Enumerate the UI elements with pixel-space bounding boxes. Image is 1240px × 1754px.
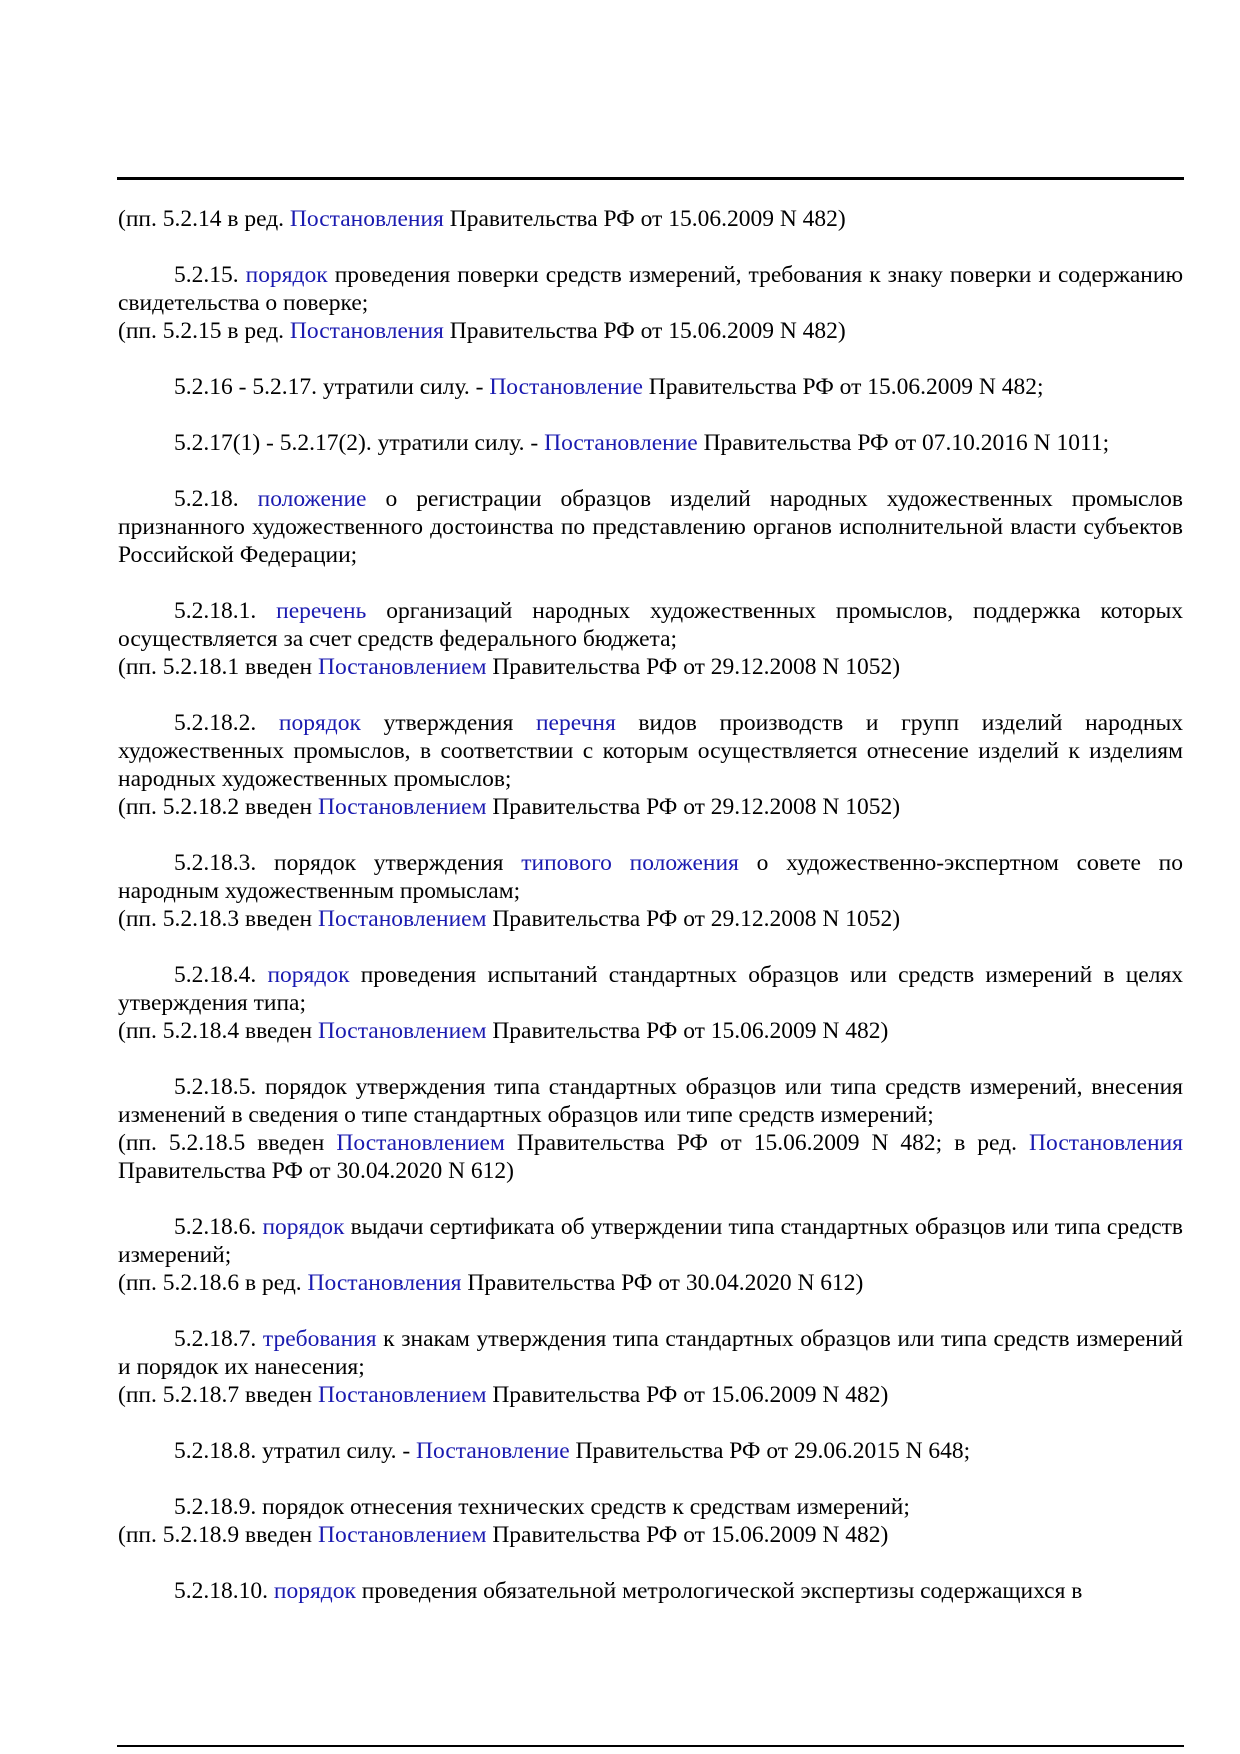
clause-block bbox=[118, 1577, 1183, 1605]
clause-block bbox=[118, 1437, 1183, 1465]
text-run: видов производств и групп изделий народных художественных промыслов, в соответствии с которым осуществляется отнесение изделий к изделиям народных художественных промыслов; bbox=[118, 710, 1183, 792]
document-link[interactable]: требования bbox=[262, 1326, 377, 1352]
document-link[interactable]: порядок bbox=[262, 1214, 345, 1240]
clause-block bbox=[118, 597, 1183, 681]
amendment-note bbox=[118, 793, 1183, 821]
text-run: Правительства РФ от 29.12.2008 N 1052) bbox=[486, 906, 901, 932]
document-link[interactable]: Постановления bbox=[1029, 1130, 1183, 1156]
amendment-note bbox=[118, 317, 1183, 345]
clause-block bbox=[118, 485, 1183, 569]
text-run: (пп. 5.2.18.3 введен bbox=[118, 906, 318, 932]
text-run: Правительства РФ от 30.04.2020 N 612) bbox=[118, 1158, 515, 1184]
document-link[interactable]: Постановлением bbox=[336, 1130, 505, 1156]
document-body bbox=[118, 205, 1183, 1633]
clause-block bbox=[118, 709, 1183, 821]
text-run: Правительства РФ от 15.06.2009 N 482) bbox=[486, 1018, 889, 1044]
clause-paragraph bbox=[118, 1437, 1183, 1465]
document-link[interactable]: перечня bbox=[535, 710, 616, 736]
document-link[interactable]: порядок bbox=[278, 710, 361, 736]
document-link[interactable]: Постановление bbox=[544, 430, 698, 456]
text-run: 5.2.18.7. bbox=[174, 1326, 263, 1352]
text-run: 5.2.18.1. bbox=[174, 598, 277, 624]
clause-paragraph bbox=[118, 709, 1183, 793]
text-run: 5.2.18.2. bbox=[174, 710, 279, 736]
text-run: 5.2.18.8. утратил силу. - bbox=[174, 1438, 417, 1464]
text-run: 5.2.18. bbox=[174, 486, 258, 512]
document-link[interactable]: Постановление bbox=[416, 1438, 570, 1464]
clause-block bbox=[118, 1493, 1183, 1549]
text-run: (пп. 5.2.18.1 введен bbox=[118, 654, 318, 680]
document-link[interactable]: Постановлением bbox=[318, 1382, 487, 1408]
document-link[interactable]: Постановления bbox=[289, 206, 444, 232]
text-run: проведения поверки средств измерений, требования к знаку поверки и содержанию свидетельства о поверке; bbox=[118, 262, 1183, 316]
text-run: выдачи сертификата об утверждении типа стандартных образцов или типа средств измерений; bbox=[118, 1214, 1183, 1268]
document-link[interactable]: положение bbox=[257, 486, 367, 512]
text-run: о регистрации образцов изделий народных художественных промыслов признанного художественного достоинства по представлению органов исполнительной власти субъектов Российской Федерации; bbox=[118, 486, 1184, 568]
document-link[interactable]: Постановлением bbox=[318, 794, 487, 820]
text-run: о художественно-экспертном совете по народным художественным промыслам; bbox=[118, 850, 1184, 904]
footer-rule bbox=[117, 1745, 1184, 1747]
text-run: 5.2.17(1) - 5.2.17(2). утратили силу. - bbox=[174, 430, 545, 456]
text-run: Правительства РФ от 29.06.2015 N 648; bbox=[569, 1438, 971, 1464]
document-link[interactable]: Постановления bbox=[289, 318, 444, 344]
clause-block bbox=[118, 1213, 1183, 1297]
text-run: 5.2.18.6. bbox=[174, 1214, 263, 1240]
text-run: организаций народных художественных промыслов, поддержка которых осуществляется за счет средств федерального бюджета; bbox=[118, 598, 1184, 652]
clause-paragraph bbox=[118, 261, 1183, 317]
document-link[interactable]: Постановлением bbox=[318, 1522, 487, 1548]
text-run: 5.2.18.9. порядок отнесения технических средств к средствам измерений; bbox=[174, 1494, 910, 1520]
text-run: (пп. 5.2.14 в ред. bbox=[118, 206, 290, 232]
clause-paragraph bbox=[118, 1493, 1183, 1521]
document-link[interactable]: перечень bbox=[276, 598, 367, 624]
document-link[interactable]: порядок bbox=[245, 262, 328, 288]
amendment-note bbox=[118, 653, 1183, 681]
clause-paragraph bbox=[118, 597, 1183, 653]
header-rule bbox=[117, 177, 1184, 180]
text-run: 5.2.18.10. bbox=[174, 1578, 274, 1604]
text-run: 5.2.16 - 5.2.17. утратили силу. - bbox=[174, 374, 490, 400]
text-run: (пп. 5.2.18.9 введен bbox=[118, 1522, 318, 1548]
clause-paragraph bbox=[118, 485, 1183, 569]
amendment-note bbox=[118, 205, 1183, 233]
clause-paragraph bbox=[118, 429, 1183, 457]
text-run: Правительства РФ от 29.12.2008 N 1052) bbox=[486, 794, 901, 820]
amendment-note bbox=[118, 1017, 1183, 1045]
text-run: (пп. 5.2.15 в ред. bbox=[118, 318, 290, 344]
text-run: (пп. 5.2.18.5 введен bbox=[118, 1130, 337, 1156]
clause-block bbox=[118, 1325, 1183, 1409]
text-run: (пп. 5.2.18.6 в ред. bbox=[118, 1270, 308, 1296]
clause-block bbox=[118, 849, 1183, 933]
text-run: Правительства РФ от 15.06.2009 N 482) bbox=[443, 318, 846, 344]
text-run: 5.2.18.4. bbox=[174, 962, 268, 988]
amendment-note bbox=[118, 1381, 1183, 1409]
text-run: Правительства РФ от 15.06.2009 N 482; в ред. bbox=[504, 1130, 1030, 1156]
document-link[interactable]: порядок bbox=[273, 1578, 356, 1604]
document-link[interactable]: порядок bbox=[267, 962, 350, 988]
text-run: Правительства РФ от 15.06.2009 N 482) bbox=[443, 206, 846, 232]
amendment-note bbox=[118, 1521, 1183, 1549]
clause-paragraph bbox=[118, 849, 1183, 905]
amendment-note bbox=[118, 905, 1183, 933]
clause-block bbox=[118, 961, 1183, 1045]
text-run: (пп. 5.2.18.7 введен bbox=[118, 1382, 318, 1408]
document-link[interactable]: Постановление bbox=[489, 374, 643, 400]
text-run: к знакам утверждения типа стандартных образцов или типа средств измерений и порядок их нанесения; bbox=[118, 1326, 1183, 1380]
clause-paragraph bbox=[118, 1325, 1183, 1381]
text-run: 5.2.15. bbox=[174, 262, 246, 288]
text-run: 5.2.18.5. порядок утверждения типа стандартных образцов или типа средств измерений, внесения изменений в сведения о типе стандартных образцов или типе средств измерений; bbox=[118, 1074, 1183, 1128]
document-link[interactable]: Постановлением bbox=[318, 906, 487, 932]
amendment-note bbox=[118, 1129, 1183, 1185]
text-run: утверждения bbox=[360, 710, 536, 736]
text-run: проведения обязательной метрологической экспертизы содержащихся в bbox=[355, 1578, 1083, 1604]
text-run: Правительства РФ от 29.12.2008 N 1052) bbox=[486, 654, 901, 680]
clause-block bbox=[118, 261, 1183, 345]
text-run: (пп. 5.2.18.4 введен bbox=[118, 1018, 318, 1044]
text-run: Правительства РФ от 07.10.2016 N 1011; bbox=[697, 430, 1110, 456]
text-run: Правительства РФ от 15.06.2009 N 482) bbox=[486, 1522, 889, 1548]
text-run: 5.2.18.3. порядок утверждения bbox=[174, 850, 522, 876]
clause-block bbox=[118, 373, 1183, 401]
clause-paragraph bbox=[118, 1213, 1183, 1269]
document-link[interactable]: Постановления bbox=[307, 1270, 462, 1296]
text-run: Правительства РФ от 30.04.2020 N 612) bbox=[461, 1270, 864, 1296]
document-link[interactable]: Постановлением bbox=[318, 654, 487, 680]
clause-block bbox=[118, 205, 1183, 233]
clause-paragraph bbox=[118, 1577, 1183, 1605]
text-run: Правительства РФ от 15.06.2009 N 482; bbox=[642, 374, 1044, 400]
document-link[interactable]: типового положения bbox=[521, 850, 739, 876]
clause-paragraph bbox=[118, 1073, 1183, 1129]
amendment-note bbox=[118, 1269, 1183, 1297]
clause-paragraph bbox=[118, 373, 1183, 401]
text-run: (пп. 5.2.18.2 введен bbox=[118, 794, 318, 820]
text-run: Правительства РФ от 15.06.2009 N 482) bbox=[486, 1382, 889, 1408]
text-run: проведения испытаний стандартных образцов или средств измерений в целях утверждения типа; bbox=[118, 962, 1184, 1016]
document-link[interactable]: Постановлением bbox=[318, 1018, 487, 1044]
clause-paragraph bbox=[118, 961, 1183, 1017]
clause-block bbox=[118, 1073, 1183, 1185]
clause-block bbox=[118, 429, 1183, 457]
